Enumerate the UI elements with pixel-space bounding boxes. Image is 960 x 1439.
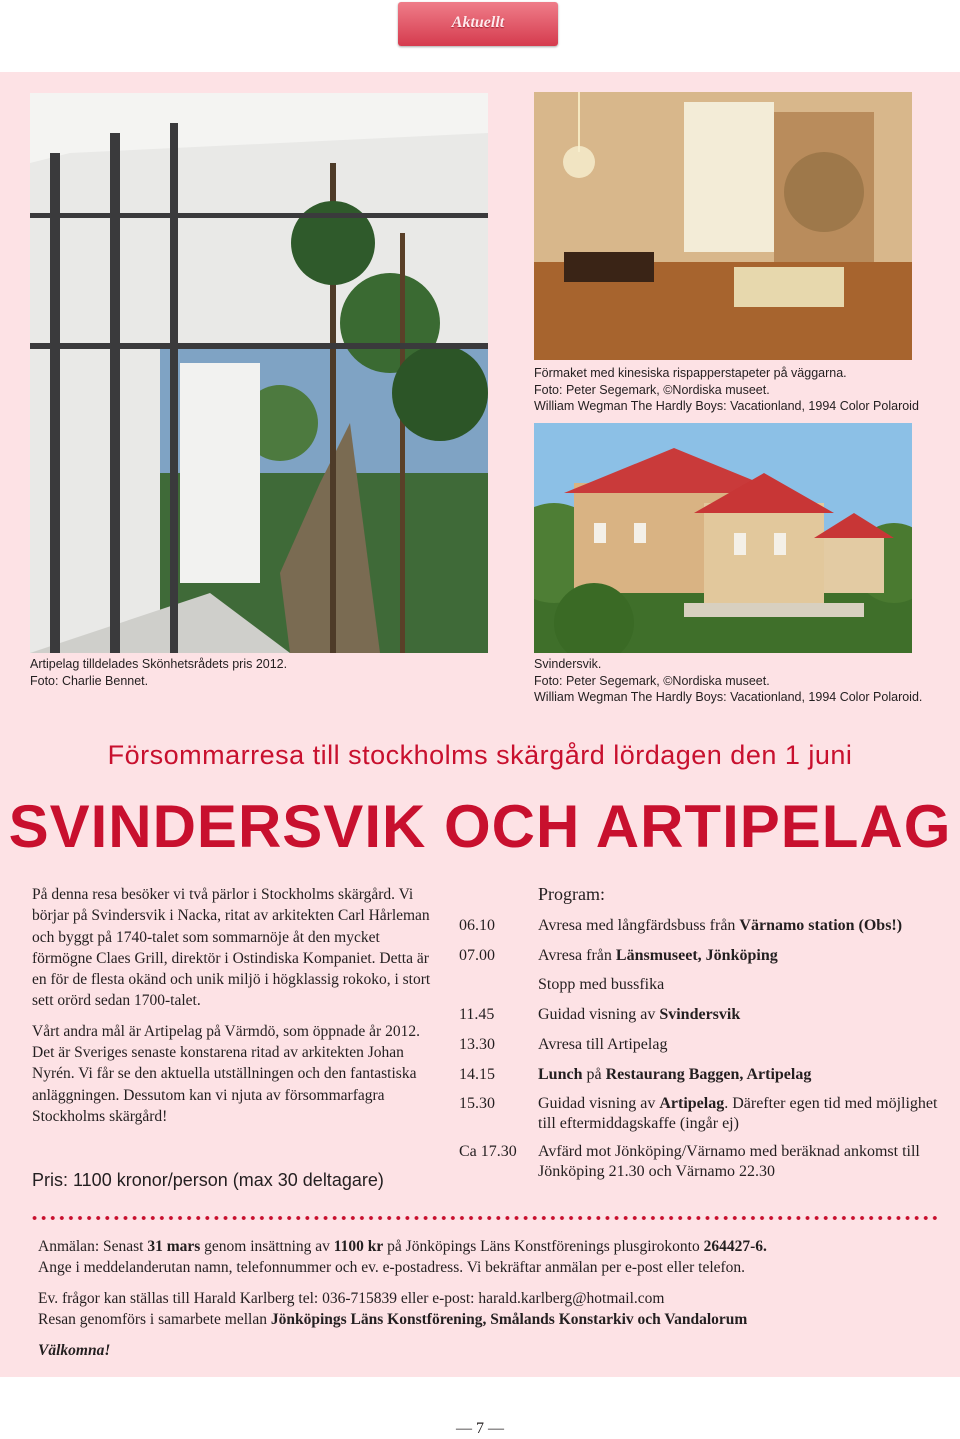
program-desc: Guidad visning av Svindersvik xyxy=(538,1006,741,1023)
artipelag-photo xyxy=(30,93,488,653)
program-desc: Avfärd mot Jönköping/Värnamo med beräknad ankomst till Jönköping 21.30 och Värnamo 22.30 xyxy=(538,1143,920,1180)
program-time: 07.00 xyxy=(459,947,495,964)
signup-line-1: Anmälan: Senast 31 mars genom insättning av 1100 kr på Jönköpings Läns Konstförenings plusgirokonto 264427-6. xyxy=(38,1238,767,1255)
page-number: — 7 — xyxy=(456,1420,504,1437)
headline-title: SVINDERSVIK OCH ARTIPELAG xyxy=(8,793,952,860)
program-time: 15.30 xyxy=(459,1095,495,1112)
svindersvik-caption: Svindersvik. Foto: Peter Segemark, ©Nordiska museet. William Wegman The Hardly Boys: Vacationland, 1994 Color Polaroid. xyxy=(534,657,923,704)
program-time: 14.15 xyxy=(459,1066,495,1083)
artipelag-caption: Artipelag tilldelades Skönhetsrådets pris 2012. Foto: Charlie Bennet. xyxy=(30,657,288,688)
price-line: Pris: 1100 kronor/person (max 30 deltagare) xyxy=(32,1170,384,1190)
program-desc: Guidad visning av Artipelag. Därefter egen tid med möjlighet till eftermiddagskaffe (ingår ej) xyxy=(538,1095,938,1132)
welcome-text: Välkomna! xyxy=(38,1342,111,1359)
program-time: 13.30 xyxy=(459,1036,495,1053)
contact-line: Ev. frågor kan ställas till Harald Karlberg tel: 036-715839 eller e-post: harald.karlberg@hotmail.com xyxy=(38,1290,665,1307)
headline-subtitle: Försommarresa till stockholms skärgård lördagen den 1 juni xyxy=(107,740,853,770)
program-time: Ca 17.30 xyxy=(459,1143,517,1160)
program-heading: Program: xyxy=(538,884,605,904)
program-desc: Lunch på Restaurang Baggen, Artipelag xyxy=(538,1066,812,1083)
program-time: 11.45 xyxy=(459,1006,495,1023)
dotted-divider xyxy=(30,1215,940,1221)
section-tab: Aktuellt xyxy=(398,2,558,46)
paragraph-2: Vårt andra mål är Artipelag på Värmdö, som öppnade år 2012. Det är Sveriges senaste konstarena ritad av arkitekten Johan Nyrén. Vi får se den aktuella utställningen och den fantastiska anläggningen. Dessutom kan vi njuta av försommarfagra Stockholms skärgård! xyxy=(32,1022,420,1125)
program-desc: Avresa från Länsmuseet, Jönköping xyxy=(538,947,778,964)
paragraph-1: På denna resa besöker vi två pärlor i Stockholms skärgård. Vi börjar på Svindersvik i Nacka, ritat av arkitekten Carl Hårleman och byggt på 1740-talet som sommarnöje åt den mycket förmögne Claes Grill, direktör i Ostindiska Kompaniet. Detta är en för de flesta okänd och unik miljö i högklassig rokoko, i stort sett orörd sedan 1700-talet. xyxy=(32,886,431,1010)
program-desc: Avresa med långfärdsbuss från Värnamo station (Obs!) xyxy=(538,917,903,934)
signup-line-2: Ange i meddelanderutan namn, telefonnummer och ev. e-postadress. Vi bekräftar anmälan per e-post eller telefon. xyxy=(38,1259,746,1276)
svindersvik-photo xyxy=(534,423,912,653)
program-desc: Stopp med bussfika xyxy=(538,976,665,993)
collaboration-line: Resan genomförs i samarbete mellan Jönköpings Läns Konstförening, Smålands Konstarkiv och Vandalorum xyxy=(38,1311,748,1328)
program-desc: Avresa till Artipelag xyxy=(538,1036,668,1053)
article-body xyxy=(32,884,440,1136)
program-time: 06.10 xyxy=(459,917,495,934)
interior-caption: Förmaket med kinesiska rispapperstapeter på väggarna. Foto: Peter Segemark, ©Nordiska museet. William Wegman The Hardly Boys: Vacationland, 1994 Color Polaroid xyxy=(534,366,919,413)
interior-photo xyxy=(534,92,912,360)
